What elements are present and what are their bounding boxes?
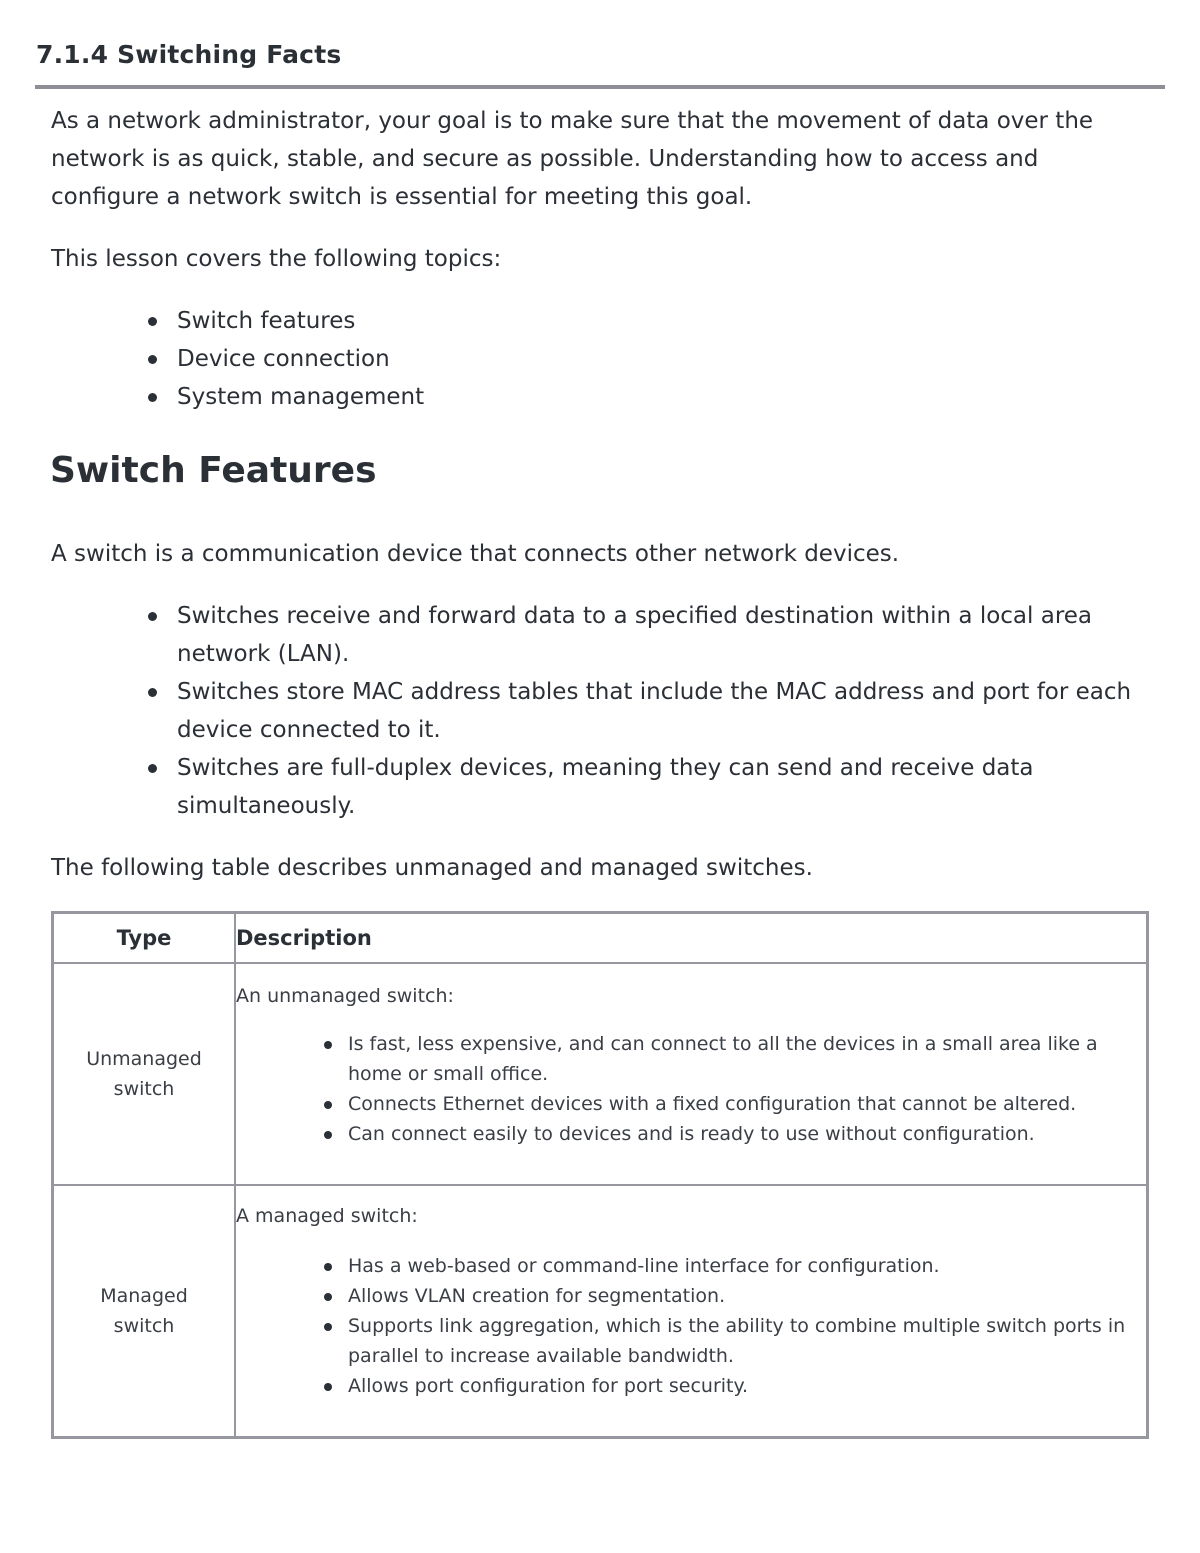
list-item: Can connect easily to devices and is ready to use without configuration. <box>318 1119 1146 1149</box>
list-item: Switches receive and forward data to a specified destination within a local area network (LAN). <box>137 597 1157 673</box>
type-cell <box>53 963 236 1185</box>
intro-paragraph: As a network administrator, your goal is to make sure that the movement of data over the network is as quick, stable, and secure as possible. Understanding how to access and configure a network switch is essential for meeting this goal. <box>51 108 1094 210</box>
description-cell <box>235 1185 1148 1438</box>
type-label: Unmanaged <box>86 1048 202 1070</box>
topics-list <box>137 302 424 416</box>
list-item: Allows port configuration for port security. <box>318 1371 1146 1401</box>
type-label: Managed <box>100 1285 188 1307</box>
topics-intro: This lesson covers the following topics: <box>51 246 502 272</box>
type-cell <box>53 1185 236 1438</box>
description-intro: A managed switch: <box>236 1205 418 1227</box>
list-item: Switch features <box>137 302 424 340</box>
list-item: Switches store MAC address tables that include the MAC address and port for each device connected to it. <box>137 673 1157 749</box>
list-item: Switches are full-duplex devices, meaning they can send and receive data simultaneously. <box>137 749 1157 825</box>
list-item: Device connection <box>137 340 424 378</box>
description-cell <box>235 963 1148 1185</box>
column-header-type: Type <box>53 913 236 964</box>
switch-types-table <box>51 911 1149 1439</box>
list-item: Is fast, less expensive, and can connect to all the devices in a small area like a home or small office. <box>318 1029 1146 1089</box>
table-header-row <box>53 913 1148 964</box>
list-item: Connects Ethernet devices with a fixed configuration that cannot be altered. <box>318 1089 1146 1119</box>
table-row <box>53 1185 1148 1438</box>
list-item: Allows VLAN creation for segmentation. <box>318 1281 1146 1311</box>
type-label: switch <box>113 1315 175 1337</box>
column-header-description: Description <box>235 913 1148 964</box>
table-intro: The following table describes unmanaged and managed switches. <box>51 855 813 881</box>
type-label: switch <box>113 1078 175 1100</box>
list-item: Supports link aggregation, which is the ability to combine multiple switch ports in parallel to increase available bandwidth. <box>318 1311 1146 1371</box>
features-list <box>137 597 1157 825</box>
description-list <box>236 1029 1146 1149</box>
description-intro: An unmanaged switch: <box>236 985 454 1007</box>
list-item: System management <box>137 378 424 416</box>
title-divider <box>35 85 1165 89</box>
switch-definition: A switch is a communication device that connects other network devices. <box>51 541 900 567</box>
list-item: Has a web-based or command-line interface for configuration. <box>318 1251 1146 1281</box>
table-row <box>53 963 1148 1185</box>
description-list <box>236 1251 1146 1401</box>
section-heading: Switch Features <box>50 450 377 491</box>
page-title: 7.1.4 Switching Facts <box>36 40 342 69</box>
